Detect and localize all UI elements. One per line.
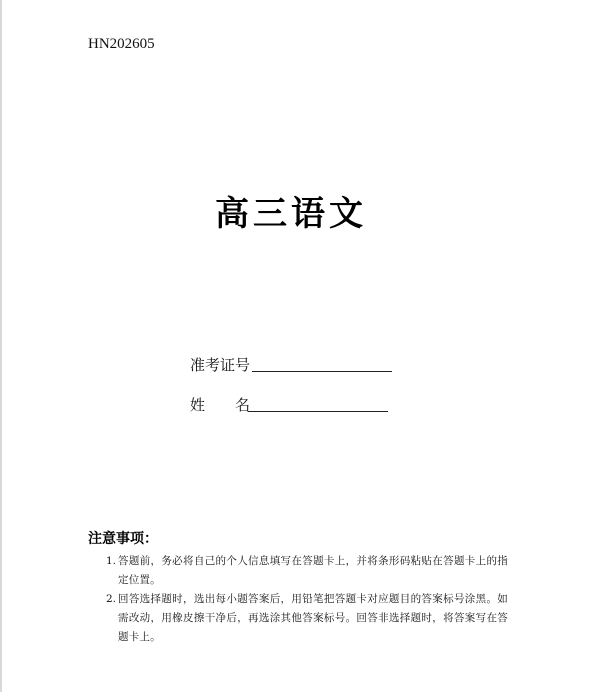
- note-number: 2.: [106, 593, 117, 605]
- note-text: 回答选择题时，选出每小题答案后，用铅笔把答题卡对应题目的答案标号涂黑。如需改动，用橡皮擦干净后，再选涂其他答案标号。回答非选择题时，将答案写在答题卡上。: [118, 593, 508, 643]
- notes-section: [88, 528, 508, 647]
- name-label: 姓 名: [190, 396, 251, 414]
- note-item: [106, 590, 508, 647]
- name-blank-line[interactable]: [248, 411, 388, 412]
- name-field[interactable]: [190, 392, 388, 414]
- notes-title: 注意事项：: [88, 531, 158, 547]
- note-item: [106, 552, 508, 590]
- page-title: 高三语文: [215, 194, 367, 234]
- note-number: 1.: [106, 555, 117, 567]
- page-left-border: [0, 0, 2, 692]
- exam-id-label: 准考证号: [190, 356, 251, 374]
- exam-id-blank-line[interactable]: [252, 371, 392, 372]
- exam-id-field[interactable]: [190, 352, 392, 374]
- document-code: HN202605: [88, 36, 155, 52]
- note-text: 答题前，务必将自己的个人信息填写在答题卡上，并将条形码粘贴在答题卡上的指定位置。: [118, 555, 508, 586]
